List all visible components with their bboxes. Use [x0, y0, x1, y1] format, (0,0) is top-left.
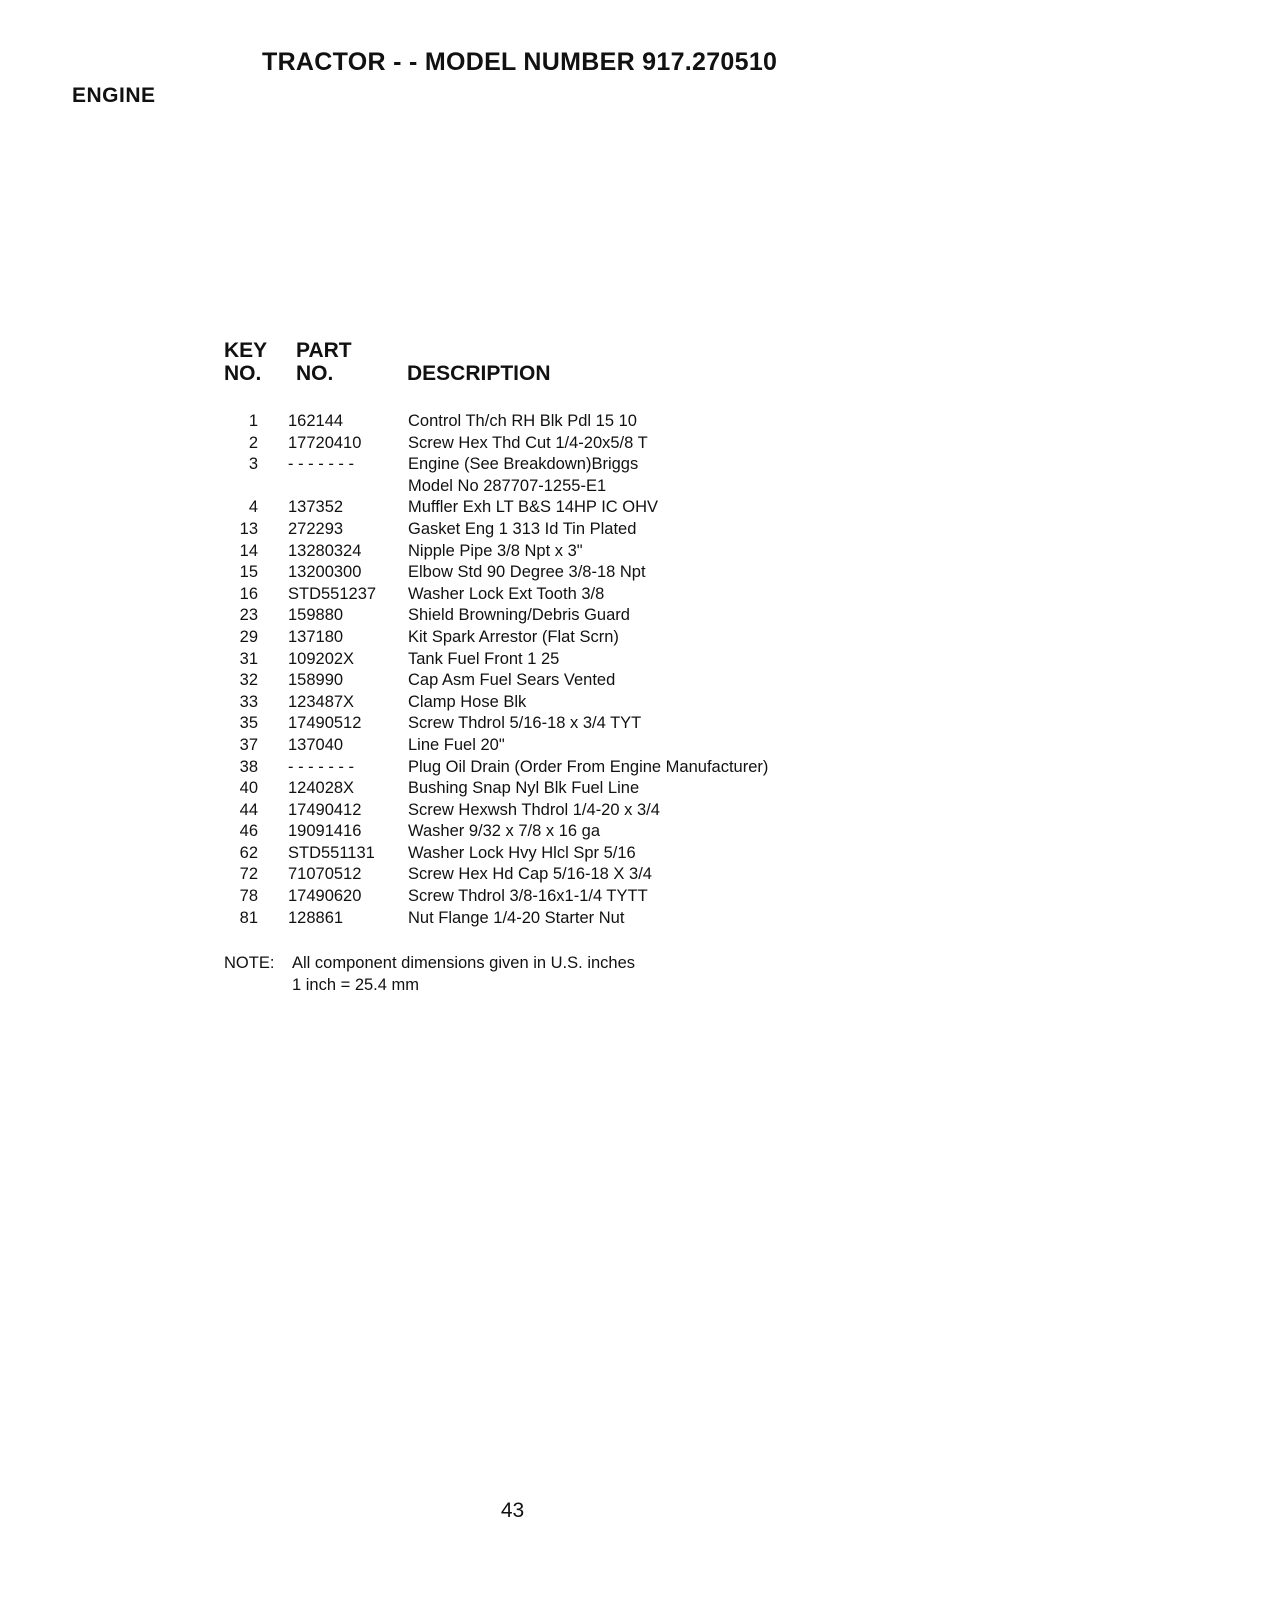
part-number: 137352 [288, 498, 344, 517]
part-description: Nipple Pipe 3/8 Npt x 3" [408, 541, 583, 560]
table-row [222, 670, 922, 692]
table-row [222, 584, 922, 606]
table-row [222, 821, 922, 843]
key-number: 2 [248, 433, 258, 452]
part-number: - - - - - - - [288, 757, 354, 776]
key-number: 14 [239, 541, 258, 560]
table-row [222, 454, 922, 476]
key-number: 62 [239, 843, 258, 862]
key-number: 29 [239, 627, 258, 646]
key-number: 1 [248, 412, 258, 430]
key-number: 13 [239, 519, 258, 538]
part-description: Line Fuel 20" [408, 735, 505, 754]
key-no-header [224, 339, 267, 385]
part-number: STD551237 [288, 584, 377, 603]
table-row [222, 519, 922, 541]
key-number: 78 [239, 887, 258, 906]
part-description: Screw Thdrol 3/8-16x1-1/4 TYTT [408, 887, 648, 906]
part-description: Gasket Eng 1 313 Id Tin Plated [408, 519, 637, 538]
note-line2: 1 inch = 25.4 mm [292, 975, 420, 994]
part-number: STD551131 [288, 843, 375, 862]
part-number: 17720410 [288, 433, 362, 452]
table-row [222, 476, 922, 498]
part-description: Screw Hexwsh Thdrol 1/4-20 x 3/4 [408, 800, 660, 819]
table-row [222, 908, 922, 930]
table-row [222, 562, 922, 584]
key-number: 16 [239, 584, 258, 603]
table-row [222, 433, 922, 455]
part-description: Plug Oil Drain (Order From Engine Manufacturer) [408, 757, 769, 776]
part-number: 158990 [288, 671, 344, 690]
description-header: DESCRIPTION [407, 362, 551, 385]
table-row [222, 605, 922, 627]
part-number: 19091416 [288, 822, 362, 841]
part-number: 128861 [288, 908, 344, 927]
part-description: Clamp Hose Blk [408, 692, 527, 711]
part-number: 13280324 [288, 541, 362, 560]
key-number: 40 [239, 779, 258, 798]
key-number: 23 [239, 606, 258, 625]
part-number: 71070512 [288, 865, 362, 884]
parts-list [222, 411, 922, 929]
key-number: 44 [239, 800, 258, 819]
key-number: 32 [239, 671, 258, 690]
table-row [222, 627, 922, 649]
key-header-line2: NO. [224, 362, 262, 385]
table-row [222, 843, 922, 865]
key-number: 37 [239, 735, 258, 754]
part-description: Bushing Snap Nyl Blk Fuel Line [408, 779, 640, 798]
key-header-line1: KEY [224, 339, 268, 362]
note-line1: All component dimensions given in U.S. inches [292, 954, 636, 972]
part-number: 124028X [288, 779, 355, 798]
table-row [222, 800, 922, 822]
table-row [222, 692, 922, 714]
page-title: TRACTOR - - MODEL NUMBER 917.270510 [262, 48, 778, 76]
part-description: Muffler Exh LT B&S 14HP IC OHV [408, 498, 659, 517]
part-description: Washer Lock Hvy Hlcl Spr 5/16 [408, 843, 636, 862]
part-description: Engine (See Breakdown)Briggs [408, 455, 639, 474]
part-no-header [296, 339, 352, 385]
key-number: 35 [239, 714, 258, 733]
key-number: 81 [239, 908, 258, 927]
part-description: Washer Lock Ext Tooth 3/8 [408, 584, 605, 603]
part-description: Screw Hex Hd Cap 5/16-18 X 3/4 [408, 865, 652, 884]
part-description: Screw Hex Thd Cut 1/4-20x5/8 T [408, 433, 648, 452]
part-number: 17490512 [288, 714, 362, 733]
part-description: Tank Fuel Front 1 25 [408, 649, 560, 668]
part-number: 109202X [288, 649, 355, 668]
part-header-line2: NO. [296, 362, 334, 385]
part-number: - - - - - - - [288, 455, 354, 474]
table-row [222, 735, 922, 757]
key-number: 31 [239, 649, 258, 668]
part-number: 17490412 [288, 800, 362, 819]
key-number: 4 [248, 498, 258, 517]
part-number: 123487X [288, 692, 355, 711]
part-number: 159880 [288, 606, 344, 625]
part-description: Model No 287707-1255-E1 [408, 476, 607, 495]
part-description: Screw Thdrol 5/16-18 x 3/4 TYT [408, 714, 642, 733]
key-number: 38 [239, 757, 258, 776]
note [224, 953, 635, 996]
page-number: 43 [500, 1499, 525, 1522]
table-row [222, 757, 922, 779]
part-description: Kit Spark Arrestor (Flat Scrn) [408, 627, 619, 646]
part-number: 162144 [288, 412, 344, 430]
part-number: 272293 [288, 519, 344, 538]
part-description: Washer 9/32 x 7/8 x 16 ga [408, 822, 600, 841]
key-number: 72 [239, 865, 258, 884]
key-number: 15 [239, 563, 258, 582]
key-number: 33 [239, 692, 258, 711]
part-description: Control Th/ch RH Blk Pdl 15 10 [408, 412, 637, 430]
part-header-line1: PART [296, 339, 352, 362]
table-row [222, 886, 922, 908]
table-row [222, 778, 922, 800]
table-row [222, 411, 922, 433]
part-description: Elbow Std 90 Degree 3/8-18 Npt [408, 563, 646, 582]
part-description: Cap Asm Fuel Sears Vented [408, 671, 616, 690]
part-description: Shield Browning/Debris Guard [408, 606, 630, 625]
note-label: NOTE: [224, 954, 275, 972]
table-row [222, 649, 922, 671]
table-row [222, 541, 922, 563]
part-number: 13200300 [288, 563, 362, 582]
table-row [222, 497, 922, 519]
part-number: 137180 [288, 627, 344, 646]
key-number: 46 [239, 822, 258, 841]
part-number: 17490620 [288, 887, 362, 906]
part-number: 137040 [288, 735, 344, 754]
section-title: ENGINE [72, 84, 156, 107]
part-description: Nut Flange 1/4-20 Starter Nut [408, 908, 625, 927]
key-number: 3 [248, 455, 258, 474]
table-row [222, 713, 922, 735]
table-row [222, 864, 922, 886]
